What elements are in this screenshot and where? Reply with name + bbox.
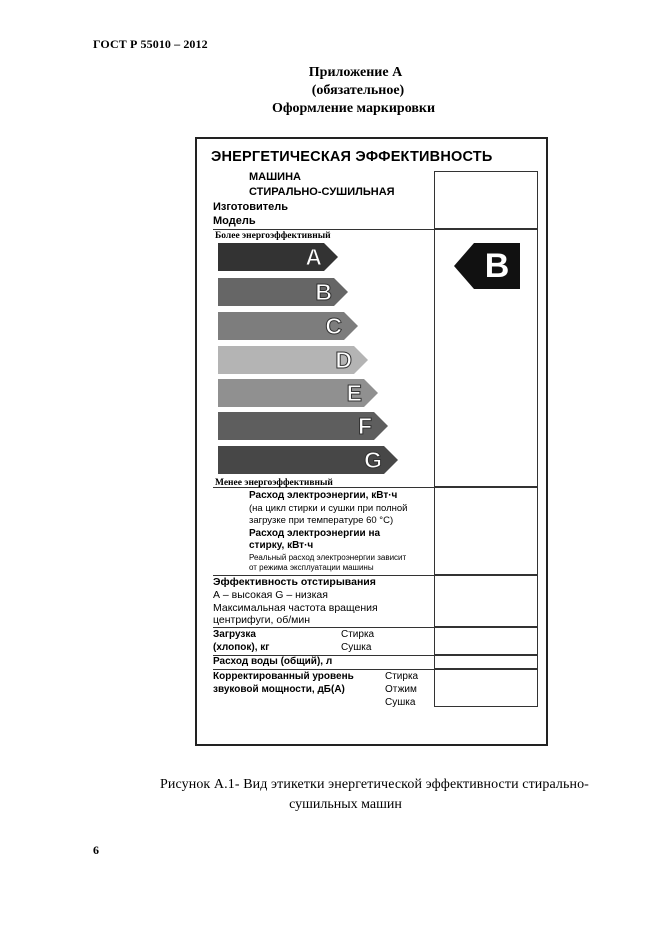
rating-arrow-icon xyxy=(454,243,474,289)
energy-label xyxy=(195,137,548,746)
energy-class-letter: D xyxy=(335,347,352,373)
figure-caption xyxy=(0,775,661,815)
consumption-box xyxy=(434,487,538,575)
spin-speed-line1: Максимальная частота вращения xyxy=(213,602,378,614)
appendix-status: (обязательное) xyxy=(311,83,405,98)
load-box xyxy=(434,627,538,655)
energy-class-letter: B xyxy=(315,279,332,305)
less-efficient-label: Менее энергоэффективный xyxy=(215,478,333,488)
appendix-title: Приложение А xyxy=(308,65,403,80)
load-title2: (хлопок), кг xyxy=(213,642,270,653)
wash-consumption-title1: Расход электроэнергии на xyxy=(249,528,381,539)
energy-class-letter: F xyxy=(357,413,372,439)
noise-title1: Корректированный уровень xyxy=(213,671,354,682)
model-label: Модель xyxy=(213,215,256,227)
appendix-subtitle: Оформление маркировки xyxy=(271,101,436,116)
water-consumption-label: Расход воды (общий), л xyxy=(213,656,333,667)
noise-wash-label: Стирка xyxy=(385,671,419,682)
consumption-note2: загрузке при температуре 60 °С) xyxy=(249,515,394,526)
consumption-title: Расход электроэнергии, кВт·ч xyxy=(249,490,398,501)
washing-efficiency-scale: А – высокая G – низкая xyxy=(213,589,328,601)
noise-title2: звуковой мощности, дБ(А) xyxy=(213,684,345,695)
load-wash-label: Стирка xyxy=(341,629,375,640)
noise-dry-label: Сушка xyxy=(385,697,416,708)
machine-type-line1: МАШИНА xyxy=(249,171,301,183)
load-dry-label: Сушка xyxy=(341,642,372,653)
appendix-heading xyxy=(0,64,661,118)
water-box xyxy=(434,655,538,669)
machine-type-line2: СТИРАЛЬНО-СУШИЛЬНАЯ xyxy=(249,186,395,198)
label-title: ЭНЕРГЕТИЧЕСКАЯ ЭФФЕКТИВНОСТЬ xyxy=(211,149,493,165)
wash-consumption-title2: стирку, кВт·ч xyxy=(249,540,314,551)
energy-rating-letter: B xyxy=(474,243,520,289)
more-efficient-label: Более энергоэффективный xyxy=(215,231,331,241)
washing-efficiency-title: Эффективность отстирывания xyxy=(213,576,376,588)
page-number: 6 xyxy=(93,843,99,857)
energy-class-letter: G xyxy=(364,447,382,473)
consumption-note1: (на цикл стирки и сушки при полной xyxy=(249,503,408,514)
energy-class-letter: A xyxy=(305,244,322,270)
load-title1: Загрузка xyxy=(213,629,256,640)
noise-spin-label: Отжим xyxy=(385,684,417,695)
noise-box xyxy=(434,669,538,707)
wash-consumption-note2: от режима эксплуатации машины xyxy=(249,563,374,572)
energy-class-letter: E xyxy=(346,380,362,406)
energy-rating-indicator xyxy=(454,243,520,289)
energy-class-letter: C xyxy=(325,313,342,339)
manufacturer-label: Изготовитель xyxy=(213,201,288,213)
spin-speed-line2: центрифуги, об/мин xyxy=(213,614,311,626)
document-code: ГОСТ Р 55010 – 2012 xyxy=(93,37,208,51)
manufacturer-model-box xyxy=(434,171,538,229)
figure-caption-line2: сушильных машин xyxy=(289,797,402,812)
wash-consumption-note1: Реальный расход электроэнергии зависит xyxy=(249,553,407,562)
spin-box xyxy=(434,575,538,627)
figure-caption-line1: Рисунок А.1- Вид этикетки энергетической эффективности стирально- xyxy=(160,777,589,792)
